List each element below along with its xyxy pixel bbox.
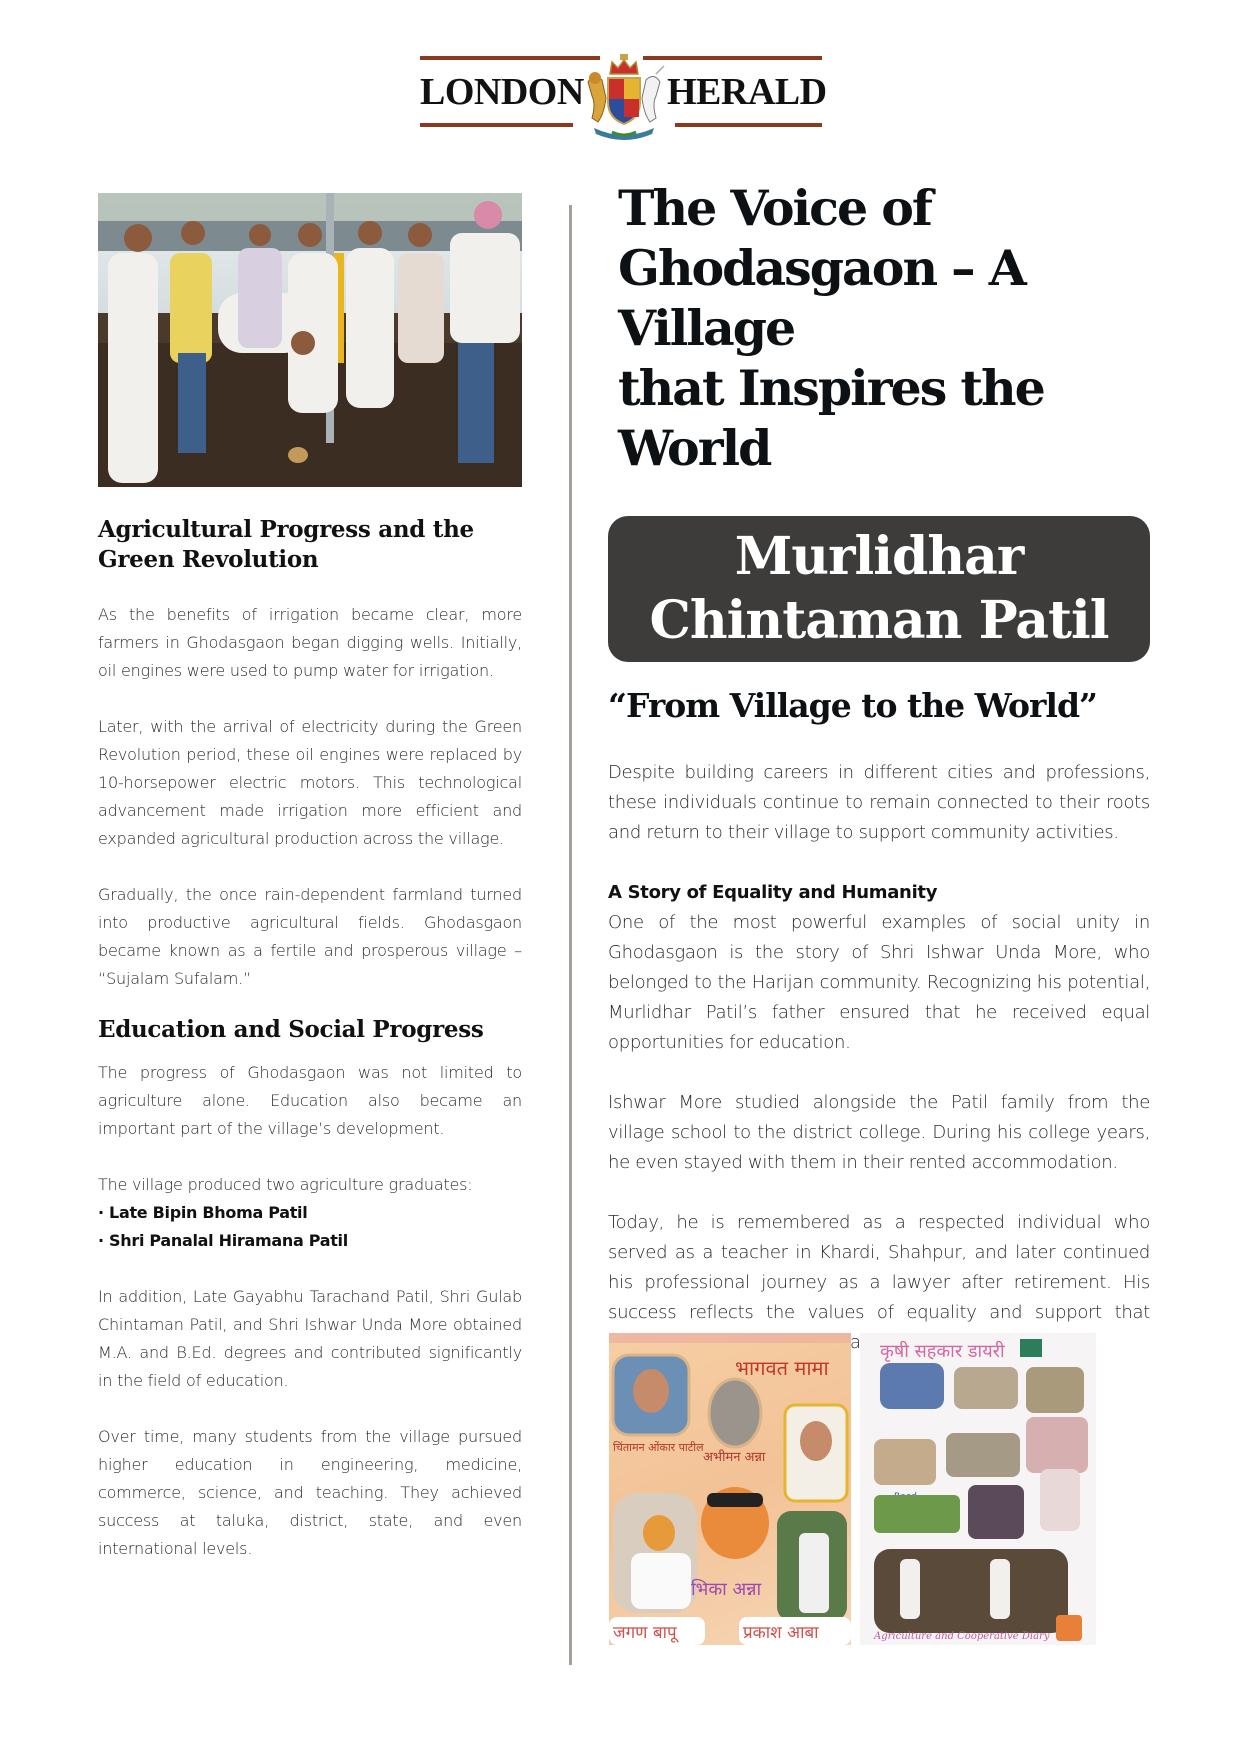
- featured-name-line: Murlidhar: [734, 526, 1024, 587]
- poster-caption: अभीमन अन्ना: [703, 1450, 766, 1465]
- paragraph: One of the most powerful examples of social unity in Ghodasgaon is the story of Shri Ishwar Unda More, who belonged to the Harijan community. Recognizing his potential, Murlidhar Patil’s father ensured that he received equal opportunities for education.: [608, 912, 1150, 1053]
- poster-caption: भिका अन्ना: [691, 1579, 762, 1600]
- paragraph: In addition, Late Gayabhu Tarachand Patil, Shri Gulab Chintaman Patil, and Shri Ishwar Unda More obtained M.A. and B.Ed. degrees and contributed significantly in the field of education.: [98, 1287, 522, 1390]
- headline-line: The Voice of: [618, 179, 931, 237]
- graduate-list-item: · Late Bipin Bhoma Patil: [98, 1203, 308, 1222]
- coat-of-arms-icon: [578, 52, 670, 142]
- poster-caption: चिंतामन ओंकार पाटील: [613, 1441, 704, 1454]
- paragraph: Despite building careers in different cities and professions, these individuals continue to remain connected to their roots and return to their village to support community activities.: [608, 762, 1150, 843]
- family-poster-illustration: [609, 1333, 851, 1645]
- poster-caption: जगण बापू: [613, 1623, 677, 1643]
- masthead-rule-bottom-left: [420, 123, 573, 127]
- featured-name-line: Chintaman Patil: [649, 590, 1109, 651]
- poster-caption: Agriculture and Cooperative Diary: [874, 1631, 1050, 1642]
- paragraph: Ishwar More studied alongside the Patil family from the village school to the district college. During his college years, he even stayed with them in their rented accommodation.: [608, 1092, 1150, 1173]
- headline-line: that Inspires the World: [618, 359, 1044, 477]
- masthead-title-left: LONDON: [420, 71, 584, 113]
- article-headline: [618, 178, 1150, 478]
- paragraph: The progress of Ghodasgaon was not limited to agriculture alone. Education also became an important part of the village’s development.: [98, 1063, 522, 1138]
- masthead-title-right: HERALD: [667, 71, 827, 113]
- pull-quote: “From Village to the World”: [608, 686, 1098, 725]
- poster-title: भागवत मामा: [735, 1356, 829, 1380]
- krishi-sahakar-diary-poster-image: [860, 1333, 1096, 1645]
- left-column: [98, 193, 522, 1563]
- paragraph: Later, with the arrival of electricity during the Green Revolution period, these oil engines were replaced by 10-horsepower electric motors. This technological advancement made irrigation more efficient and expanded agricultural production across the village.: [98, 717, 522, 848]
- photo-gallery: [609, 1333, 1099, 1645]
- ceremony-photo: [98, 193, 522, 487]
- poster-title: कृषी सहकार डायरी: [880, 1341, 1005, 1362]
- column-divider: [569, 205, 572, 1665]
- masthead-rule-top-left: [420, 56, 600, 60]
- family-poster-image: [609, 1333, 851, 1645]
- paragraph: Over time, many students from the village pursued higher education in engineering, medicine, commerce, science, and teaching. They achieved success at taluka, district, state, and even international levels.: [98, 1427, 522, 1558]
- headline-line: Ghodasgaon – A Village: [618, 239, 1025, 357]
- section-heading-agriculture: Agricultural Progress and the Green Revolution: [98, 516, 474, 573]
- section-heading-education: Education and Social Progress: [98, 1016, 484, 1043]
- graduate-list-item: · Shri Panalal Hiramana Patil: [98, 1231, 348, 1250]
- paragraph: As the benefits of irrigation became clear, more farmers in Ghodasgaon began digging wells. Initially, oil engines were used to pump water for irrigation.: [98, 605, 522, 680]
- paragraph: Gradually, the once rain-dependent farmland turned into productive agricultural fields. Ghodasgaon became known as a fertile and prosperous village – “Sujalam Sufalam.”: [98, 885, 522, 988]
- diary-poster-illustration: [860, 1333, 1096, 1645]
- paragraph: Today, he is remembered as a respected individual who served as a teacher in Khardi, Shahpur, and later continued his professional journey as a lawyer after retirement. His success reflects the values of equality and support that: [608, 1212, 1150, 1323]
- paragraph: The village produced two agriculture graduates:: [98, 1175, 473, 1194]
- masthead-rule-bottom-right: [675, 123, 822, 127]
- right-column: [608, 178, 1150, 1358]
- subheading-equality: A Story of Equality and Humanity: [608, 882, 938, 903]
- featured-name-banner: [608, 516, 1150, 662]
- masthead: [420, 52, 827, 142]
- poster-caption: प्रकाश आबा: [743, 1623, 819, 1643]
- ceremony-photo-illustration: [98, 193, 522, 487]
